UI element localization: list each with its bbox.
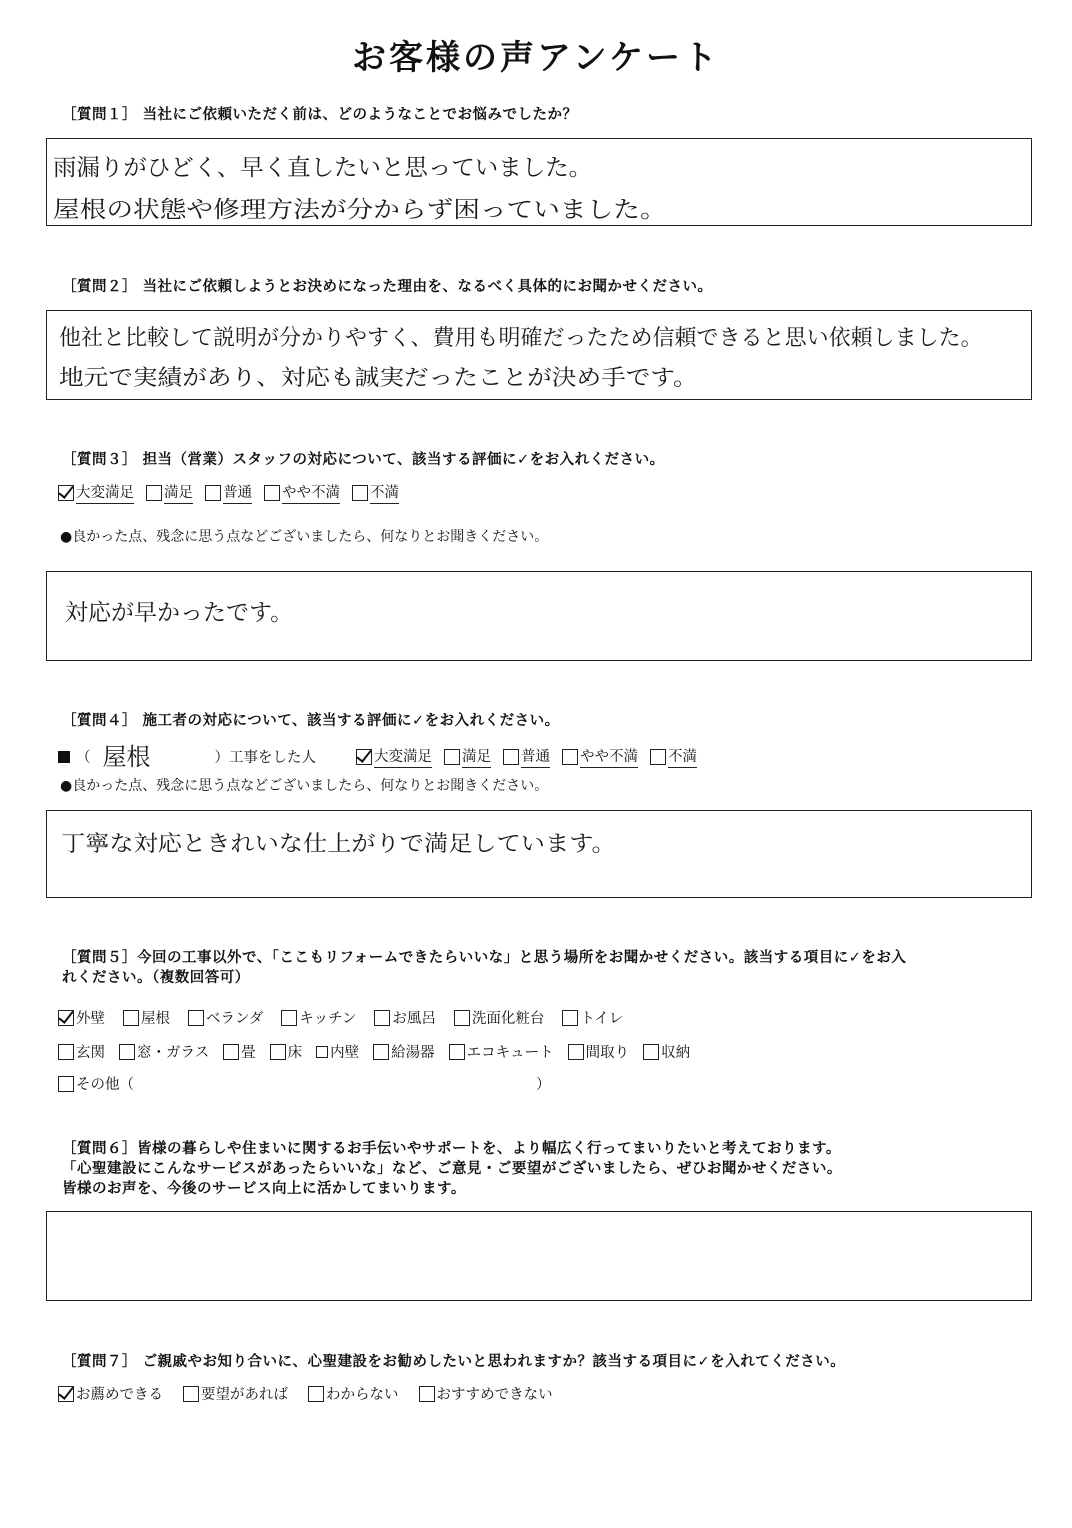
question-6	[62, 1139, 1027, 1199]
trade-close-label: ）工事をした人	[214, 750, 316, 766]
checkbox[interactable]	[419, 1386, 435, 1402]
question-4-text: 施工者の対応について、該当する評価に✓をお入れください。	[142, 713, 560, 729]
worker-rating-somewhat-dissatisfied[interactable]: やや不満	[562, 745, 638, 768]
checkbox[interactable]	[58, 1076, 74, 1092]
reform-option-floor[interactable]: 床	[270, 1041, 303, 1062]
checkbox[interactable]	[568, 1044, 584, 1060]
checkbox[interactable]	[562, 1010, 578, 1026]
reform-option-tatami[interactable]: 畳	[223, 1041, 256, 1062]
answer-box-1[interactable]	[46, 138, 1032, 226]
answer-1-line-2: 屋根の状態や修理方法が分からず困っていました。	[53, 197, 667, 223]
reform-option-interior-wall[interactable]: 内壁	[316, 1041, 359, 1062]
answer-box-6[interactable]	[46, 1211, 1032, 1301]
reform-option-window-glass[interactable]: 窓・ガラス	[119, 1041, 209, 1062]
answer-4-text: 丁寧な対応ときれいな仕上がりで満足しています。	[61, 832, 616, 857]
checkbox[interactable]	[223, 1044, 239, 1060]
staff-rating-satisfied[interactable]: 満足	[146, 481, 193, 504]
question-3-note: ●良かった点、残念に思う点などございましたら、何なりとお聞きください。	[60, 529, 549, 545]
checkbox[interactable]	[205, 485, 221, 501]
recommend-no[interactable]: おすすめできない	[419, 1383, 553, 1404]
checkbox[interactable]	[650, 749, 666, 765]
reform-option-roof[interactable]: 屋根	[123, 1007, 170, 1028]
question-6-label: ［質問６］	[62, 1141, 137, 1157]
checkbox[interactable]	[503, 749, 519, 765]
question-1-text: 当社にご依頼いただく前は、どのようなことでお悩みでしたか？	[142, 107, 578, 123]
checkbox[interactable]	[449, 1044, 465, 1060]
reform-option-storage[interactable]: 収納	[643, 1041, 690, 1062]
answer-box-3[interactable]	[46, 571, 1032, 661]
answer-2-line-1: 他社と比較して説明が分かりやすく、費用も明確だったため信頼できると思い依頼しました。	[59, 326, 983, 351]
checkbox[interactable]	[374, 1010, 390, 1026]
reform-option-exterior-wall[interactable]: 外壁	[58, 1007, 105, 1028]
reform-option-washstand[interactable]: 洗面化粧台	[454, 1007, 545, 1028]
question-5-text-line-2: れください。（複数回答可）	[62, 970, 250, 986]
reform-option-toilet[interactable]: トイレ	[562, 1007, 623, 1028]
question-2-text: 当社にご依頼しようとお決めになった理由を、なるべく具体的にお聞かせください。	[142, 279, 713, 295]
question-1-label: ［質問１］	[62, 107, 137, 123]
checkbox[interactable]	[183, 1386, 199, 1402]
checkbox[interactable]	[373, 1044, 389, 1060]
question-3-label: ［質問３］	[62, 452, 137, 468]
checkbox[interactable]	[123, 1010, 139, 1026]
recommend-yes[interactable]: お薦めできる	[58, 1383, 163, 1404]
square-bullet-icon	[58, 751, 70, 763]
question-5-label: ［質問５］	[62, 950, 137, 966]
question-6-text-line-3: 皆様のお声を、今後のサービス向上に活かしてまいります。	[62, 1181, 466, 1197]
question-5	[62, 948, 1027, 988]
checkbox-checked[interactable]	[58, 1010, 74, 1026]
question-6-text-line-1: 皆様の暮らしや住まいに関するお手伝いやサポートを、より幅広く行ってまいりたいと考えております。	[137, 1141, 841, 1157]
checkbox[interactable]	[454, 1010, 470, 1026]
question-7	[62, 1350, 845, 1371]
checkbox-checked[interactable]	[356, 749, 372, 765]
worker-rating-row	[58, 741, 709, 772]
checkbox[interactable]	[562, 749, 578, 765]
answer-box-2[interactable]	[46, 310, 1032, 400]
worker-rating-very-satisfied[interactable]: 大変満足	[356, 745, 432, 768]
question-1	[62, 103, 578, 124]
checkbox[interactable]	[352, 485, 368, 501]
worker-rating-neutral[interactable]: 普通	[503, 745, 550, 768]
question-7-label: ［質問７］	[62, 1354, 137, 1370]
reform-option-veranda[interactable]: ベランダ	[188, 1007, 263, 1028]
worker-rating-satisfied[interactable]: 満足	[444, 745, 491, 768]
checkbox-checked[interactable]	[58, 1386, 74, 1402]
reform-options-row-3	[58, 1073, 551, 1094]
recommend-if-requested[interactable]: 要望があれば	[183, 1383, 288, 1404]
answer-2-line-2: 地元で実績があり、対応も誠実だったことが決め手です。	[59, 366, 698, 391]
question-4-note: ●良かった点、残念に思う点などございましたら、何なりとお聞きください。	[60, 778, 549, 794]
staff-rating-dissatisfied[interactable]: 不満	[352, 481, 399, 504]
reform-option-water-heater[interactable]: 給湯器	[373, 1041, 435, 1062]
question-7-text: ご親戚やお知り合いに、心聖建設をお勧めしたいと思われますか？該当する項目に✓を入れてください。	[142, 1354, 846, 1370]
question-5-text-line-1: 今回の工事以外で、「ここもリフォームできたらいいな」と思う場所をお聞かせください。該当する項目に✓をお入	[137, 950, 907, 966]
question-4-label: ［質問４］	[62, 713, 137, 729]
checkbox[interactable]	[281, 1010, 297, 1026]
checkbox[interactable]	[643, 1044, 659, 1060]
question-4	[62, 709, 560, 730]
reform-options-row-2	[58, 1041, 704, 1062]
checkbox[interactable]	[316, 1046, 328, 1058]
recommend-unsure[interactable]: わからない	[308, 1383, 399, 1404]
answer-box-4[interactable]	[46, 810, 1032, 898]
answer-3-text: 対応が早かったです。	[65, 600, 294, 626]
staff-rating-neutral[interactable]: 普通	[205, 481, 252, 504]
question-3	[62, 448, 665, 469]
reform-option-ecocute[interactable]: エコキュート	[449, 1041, 554, 1062]
reform-option-entrance[interactable]: 玄関	[58, 1041, 105, 1062]
reform-option-bath[interactable]: お風呂	[374, 1007, 436, 1028]
staff-rating-very-satisfied[interactable]: 大変満足	[58, 481, 134, 504]
reform-option-kitchen[interactable]: キッチン	[281, 1007, 356, 1028]
question-6-text-line-2: 「心聖建設にこんなサービスがあったらいいな」など、ご意見・ご要望がございましたら、ぜひお聞かせください。	[62, 1161, 842, 1177]
staff-rating-somewhat-dissatisfied[interactable]: やや不満	[264, 481, 340, 504]
page-title: お客様の声アンケート	[352, 38, 720, 78]
checkbox[interactable]	[146, 485, 162, 501]
reform-other-close: ）	[536, 1077, 551, 1093]
question-2-label: ［質問２］	[62, 279, 137, 295]
checkbox[interactable]	[308, 1386, 324, 1402]
reform-option-other[interactable]: その他（	[58, 1073, 134, 1094]
checkbox[interactable]	[444, 749, 460, 765]
answer-1-line-1: 雨漏りがひどく、早く直したいと思っていました。	[53, 155, 593, 181]
trade-open-paren: （	[76, 750, 91, 766]
question-2	[62, 275, 713, 296]
checkbox[interactable]	[58, 1044, 74, 1060]
checkbox[interactable]	[264, 485, 280, 501]
worker-rating-dissatisfied[interactable]: 不満	[650, 745, 697, 768]
recommend-options	[58, 1383, 573, 1404]
reform-options-row-1	[58, 1007, 641, 1028]
checkbox[interactable]	[188, 1010, 204, 1026]
question-3-text: 担当（営業）スタッフの対応について、該当する評価に✓をお入れください。	[142, 452, 665, 468]
checkbox-checked[interactable]	[58, 485, 74, 501]
checkbox[interactable]	[119, 1044, 135, 1060]
reform-option-floor-plan[interactable]: 間取り	[568, 1041, 630, 1062]
trade-name-field[interactable]: 屋根	[102, 743, 151, 771]
checkbox[interactable]	[270, 1044, 286, 1060]
staff-rating-options	[58, 481, 411, 504]
